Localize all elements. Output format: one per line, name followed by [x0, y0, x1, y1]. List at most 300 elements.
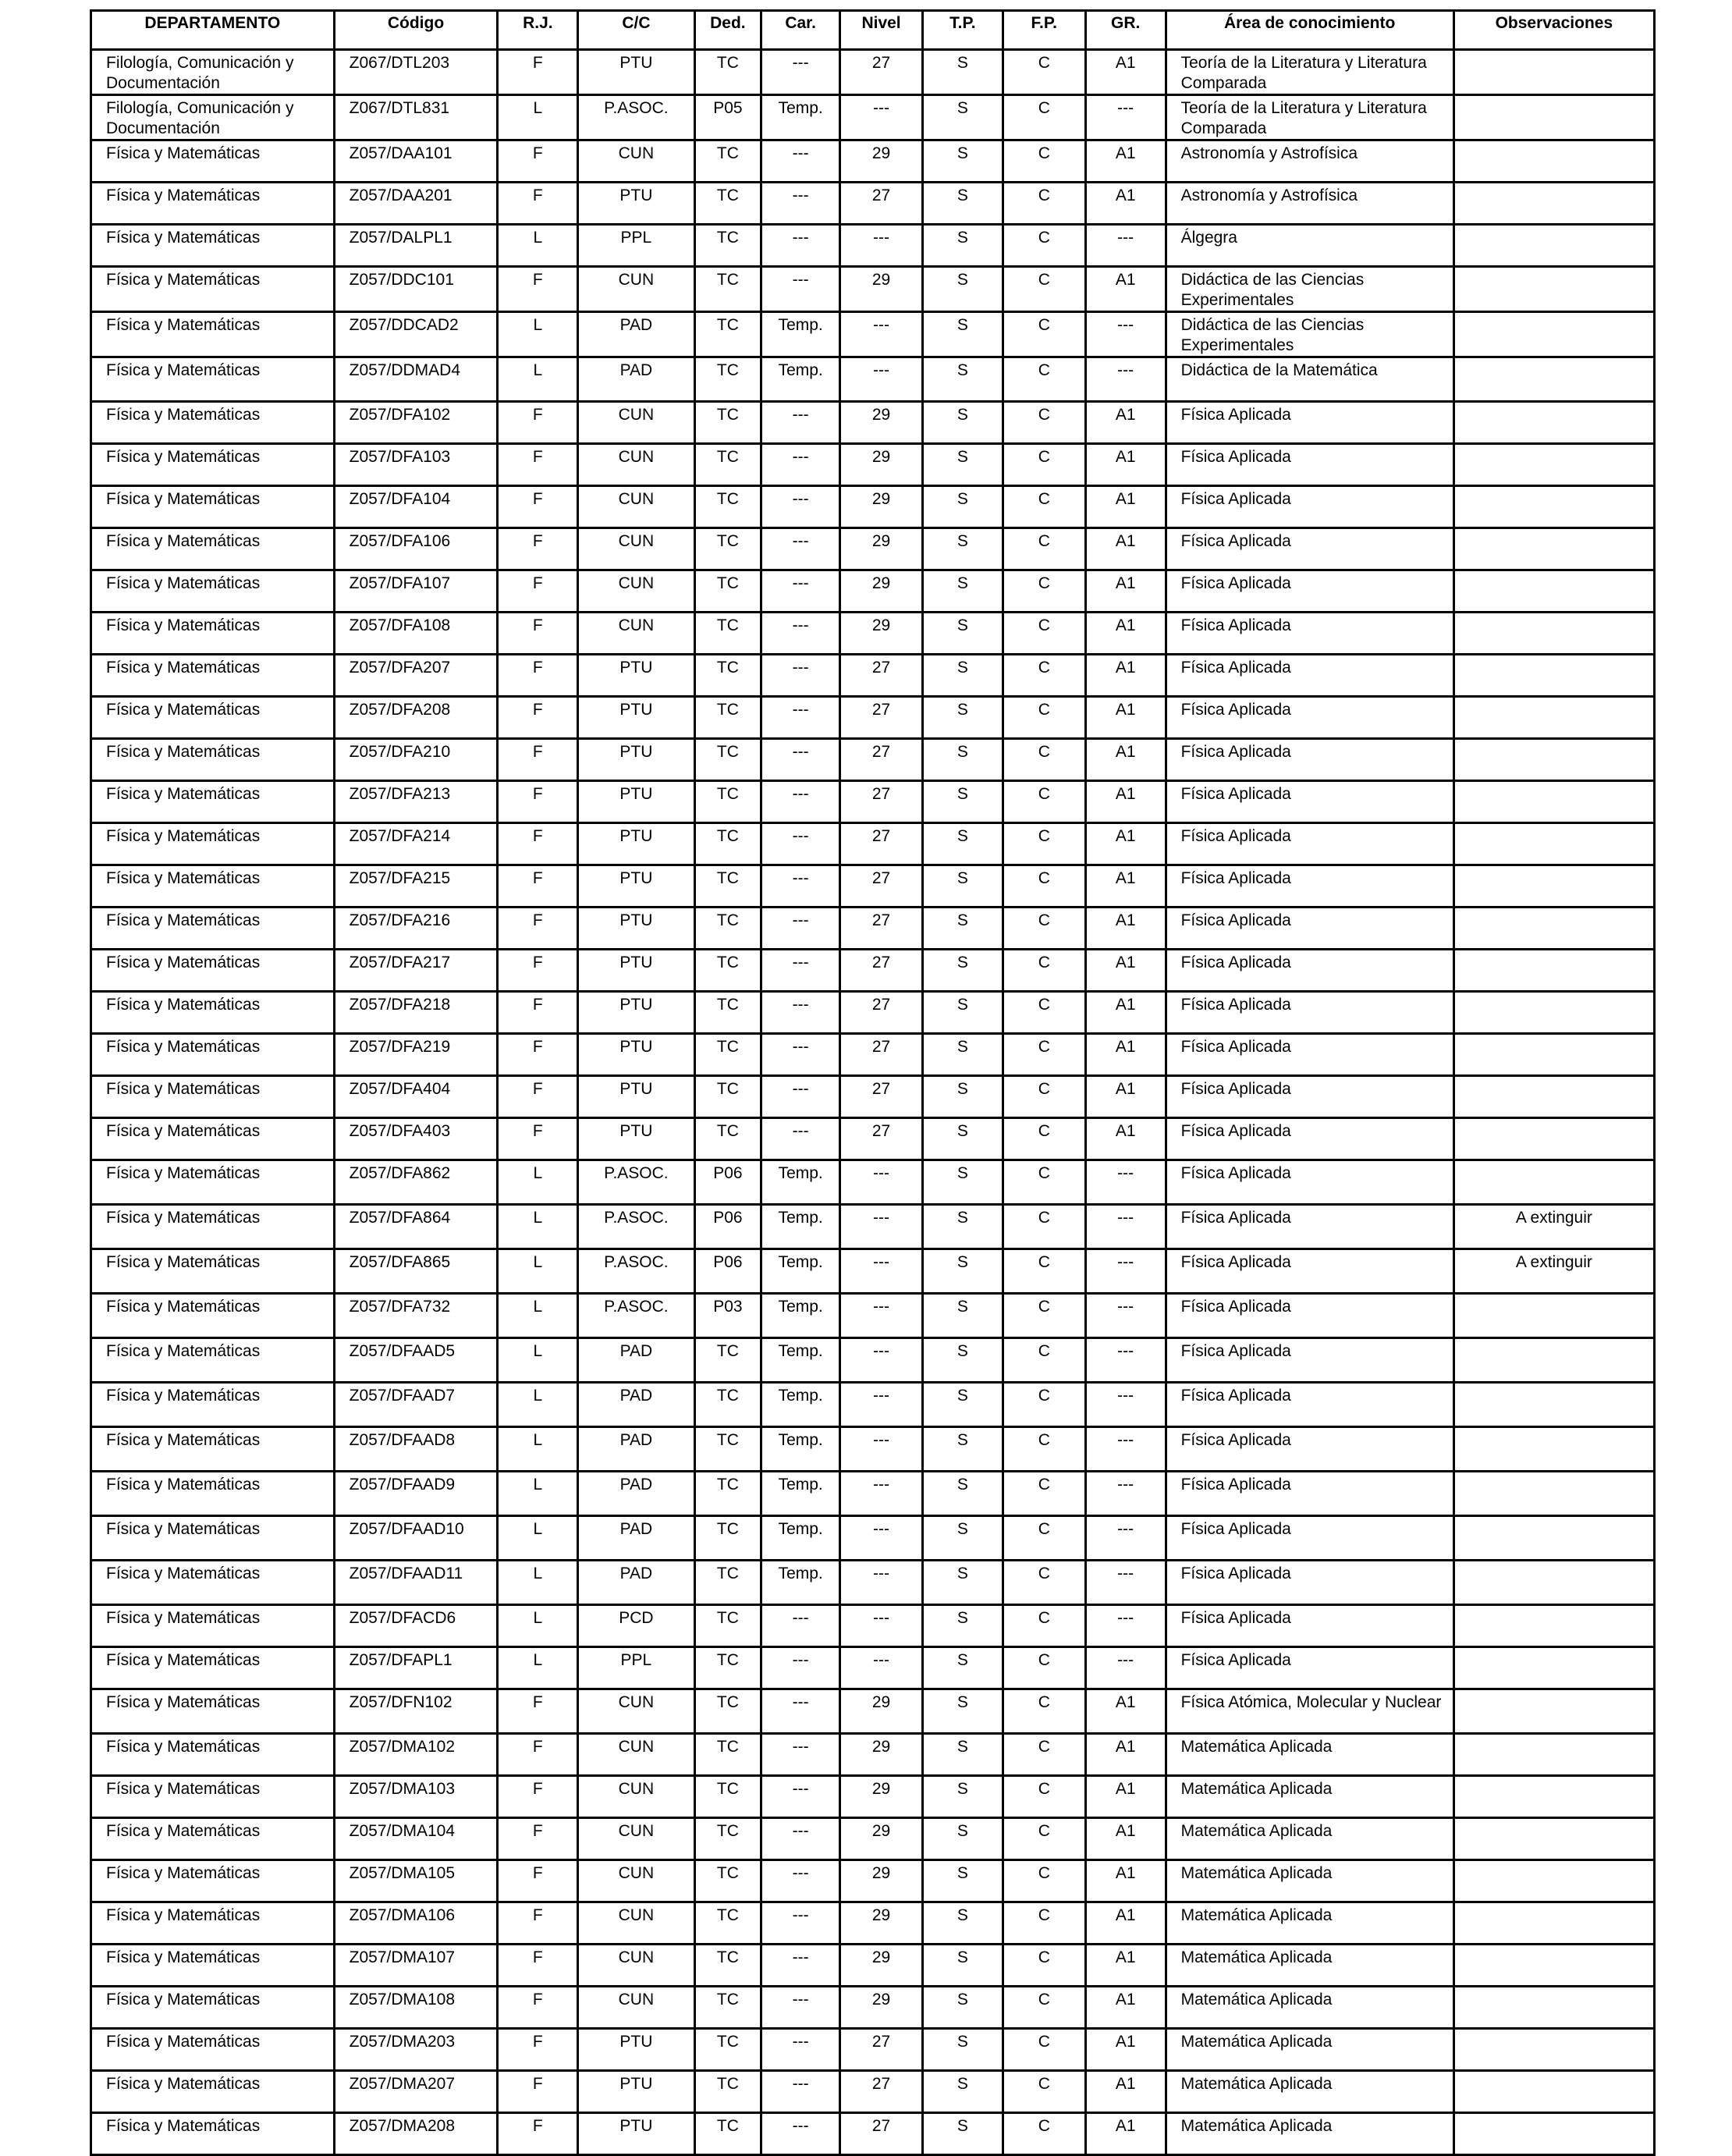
cell-area: Física Aplicada	[1166, 1118, 1453, 1160]
cell-nivel: 27	[840, 183, 923, 225]
cell-tp: S	[922, 95, 1003, 140]
cell-departamento: Física y Matemáticas	[91, 183, 335, 225]
cell-codigo: Z057/DFAAD7	[334, 1383, 498, 1427]
cell-nivel: 27	[840, 950, 923, 992]
table-row	[91, 865, 1655, 908]
table-row	[91, 1118, 1655, 1160]
cell-cc: PTU	[578, 2113, 694, 2155]
cell-departamento: Física y Matemáticas	[91, 486, 335, 528]
cell-gr: A1	[1085, 1860, 1166, 1902]
table-row	[91, 823, 1655, 865]
cell-rj: F	[498, 781, 578, 823]
cell-fp: C	[1003, 225, 1085, 267]
cell-gr: A1	[1085, 1034, 1166, 1076]
cell-ded: TC	[694, 357, 761, 402]
cell-car: Temp.	[761, 1561, 840, 1605]
cell-car: ---	[761, 1902, 840, 1945]
cell-nivel: 27	[840, 2029, 923, 2071]
cell-area: Física Aplicada	[1166, 570, 1453, 613]
cell-rj: F	[498, 2071, 578, 2113]
cell-tp: S	[922, 1987, 1003, 2029]
cell-tp: S	[922, 1776, 1003, 1818]
cell-fp: C	[1003, 2029, 1085, 2071]
cell-nivel: ---	[840, 357, 923, 402]
cell-rj: L	[498, 357, 578, 402]
cell-codigo: Z057/DFA106	[334, 528, 498, 570]
cell-cc: CUN	[578, 1945, 694, 1987]
cell-nivel: 27	[840, 2113, 923, 2155]
cell-area: Física Aplicada	[1166, 402, 1453, 444]
cell-car: Temp.	[761, 357, 840, 402]
cell-fp: C	[1003, 1427, 1085, 1472]
cell-tp: S	[922, 486, 1003, 528]
cell-tp: S	[922, 225, 1003, 267]
cell-area: Astronomía y Astrofísica	[1166, 140, 1453, 183]
cell-rj: F	[498, 183, 578, 225]
cell-observaciones	[1453, 823, 1654, 865]
cell-gr: A1	[1085, 1987, 1166, 2029]
cell-ded: TC	[694, 1076, 761, 1118]
header-departamento: DEPARTAMENTO	[91, 11, 335, 50]
cell-area: Teoría de la Literatura y Literatura Comparada	[1166, 50, 1453, 95]
cell-gr: ---	[1085, 95, 1166, 140]
table-row	[91, 444, 1655, 486]
cell-nivel: 29	[840, 402, 923, 444]
cell-observaciones	[1453, 1076, 1654, 1118]
cell-rj: L	[498, 1160, 578, 1205]
cell-area: Física Atómica, Molecular y Nuclear	[1166, 1689, 1453, 1734]
cell-car: ---	[761, 1647, 840, 1689]
cell-nivel: 27	[840, 865, 923, 908]
cell-gr: A1	[1085, 908, 1166, 950]
cell-fp: C	[1003, 2113, 1085, 2155]
cell-fp: C	[1003, 2071, 1085, 2113]
cell-car: ---	[761, 1605, 840, 1647]
table-row	[91, 50, 1655, 95]
table-row	[91, 1294, 1655, 1338]
cell-nivel: ---	[840, 1338, 923, 1383]
cell-nivel: 27	[840, 2071, 923, 2113]
cell-observaciones	[1453, 1987, 1654, 2029]
cell-area: Física Aplicada	[1166, 486, 1453, 528]
cell-ded: TC	[694, 50, 761, 95]
table-row	[91, 312, 1655, 357]
table-row	[91, 140, 1655, 183]
cell-cc: PTU	[578, 1118, 694, 1160]
cell-tp: S	[922, 1902, 1003, 1945]
cell-observaciones	[1453, 1383, 1654, 1427]
cell-departamento: Física y Matemáticas	[91, 2029, 335, 2071]
cell-observaciones	[1453, 950, 1654, 992]
cell-cc: PTU	[578, 655, 694, 697]
cell-tp: S	[922, 2113, 1003, 2155]
cell-codigo: Z057/DDCAD2	[334, 312, 498, 357]
cell-codigo: Z057/DMA104	[334, 1818, 498, 1860]
cell-observaciones	[1453, 50, 1654, 95]
cell-nivel: ---	[840, 225, 923, 267]
cell-fp: C	[1003, 1249, 1085, 1294]
cell-fp: C	[1003, 950, 1085, 992]
cell-rj: F	[498, 528, 578, 570]
cell-departamento: Física y Matemáticas	[91, 739, 335, 781]
cell-area: Física Aplicada	[1166, 1605, 1453, 1647]
cell-observaciones	[1453, 2029, 1654, 2071]
cell-codigo: Z057/DMA208	[334, 2113, 498, 2155]
cell-codigo: Z067/DTL831	[334, 95, 498, 140]
cell-fp: C	[1003, 1472, 1085, 1516]
cell-cc: PTU	[578, 2029, 694, 2071]
cell-gr: A1	[1085, 781, 1166, 823]
cell-rj: F	[498, 697, 578, 739]
cell-departamento: Física y Matemáticas	[91, 908, 335, 950]
cell-ded: P06	[694, 1160, 761, 1205]
cell-cc: P.ASOC.	[578, 95, 694, 140]
cell-rj: L	[498, 1338, 578, 1383]
cell-nivel: 29	[840, 267, 923, 312]
cell-ded: TC	[694, 486, 761, 528]
cell-ded: TC	[694, 140, 761, 183]
cell-rj: F	[498, 655, 578, 697]
cell-ded: TC	[694, 312, 761, 357]
cell-departamento: Física y Matemáticas	[91, 357, 335, 402]
cell-ded: TC	[694, 1987, 761, 2029]
cell-codigo: Z057/DFA207	[334, 655, 498, 697]
cell-ded: TC	[694, 1118, 761, 1160]
table-row	[91, 1160, 1655, 1205]
cell-nivel: 29	[840, 1818, 923, 1860]
cell-tp: S	[922, 781, 1003, 823]
cell-observaciones	[1453, 357, 1654, 402]
table-row	[91, 225, 1655, 267]
cell-car: ---	[761, 1945, 840, 1987]
cell-ded: TC	[694, 1902, 761, 1945]
cell-tp: S	[922, 1383, 1003, 1427]
cell-ded: TC	[694, 528, 761, 570]
cell-tp: S	[922, 1605, 1003, 1647]
cell-cc: PAD	[578, 1561, 694, 1605]
cell-codigo: Z057/DFN102	[334, 1689, 498, 1734]
cell-gr: ---	[1085, 1605, 1166, 1647]
cell-observaciones	[1453, 1647, 1654, 1689]
cell-codigo: Z057/DFA216	[334, 908, 498, 950]
cell-codigo: Z057/DFA210	[334, 739, 498, 781]
cell-cc: PAD	[578, 1338, 694, 1383]
cell-area: Física Aplicada	[1166, 865, 1453, 908]
cell-observaciones	[1453, 1034, 1654, 1076]
cell-car: ---	[761, 183, 840, 225]
cell-departamento: Física y Matemáticas	[91, 823, 335, 865]
table-row	[91, 1647, 1655, 1689]
cell-gr: A1	[1085, 1689, 1166, 1734]
cell-codigo: Z057/DFA208	[334, 697, 498, 739]
table-row	[91, 1383, 1655, 1427]
cell-departamento: Física y Matemáticas	[91, 140, 335, 183]
cell-gr: A1	[1085, 570, 1166, 613]
cell-codigo: Z057/DFA215	[334, 865, 498, 908]
cell-codigo: Z057/DFA217	[334, 950, 498, 992]
cell-ded: TC	[694, 1776, 761, 1818]
cell-fp: C	[1003, 697, 1085, 739]
cell-ded: P05	[694, 95, 761, 140]
cell-rj: F	[498, 1945, 578, 1987]
cell-ded: TC	[694, 1734, 761, 1776]
cell-fp: C	[1003, 613, 1085, 655]
cell-area: Física Aplicada	[1166, 1076, 1453, 1118]
cell-nivel: 27	[840, 1076, 923, 1118]
cell-gr: A1	[1085, 140, 1166, 183]
cell-fp: C	[1003, 1516, 1085, 1561]
cell-fp: C	[1003, 1818, 1085, 1860]
cell-gr: ---	[1085, 357, 1166, 402]
cell-departamento: Física y Matemáticas	[91, 1472, 335, 1516]
cell-ded: TC	[694, 1605, 761, 1647]
cell-ded: TC	[694, 1945, 761, 1987]
header-observaciones: Observaciones	[1453, 11, 1654, 50]
cell-fp: C	[1003, 1076, 1085, 1118]
cell-nivel: ---	[840, 1561, 923, 1605]
cell-cc: CUN	[578, 1689, 694, 1734]
cell-tp: S	[922, 1516, 1003, 1561]
cell-area: Física Aplicada	[1166, 1647, 1453, 1689]
cell-fp: C	[1003, 183, 1085, 225]
cell-area: Física Aplicada	[1166, 739, 1453, 781]
cell-rj: F	[498, 1076, 578, 1118]
cell-cc: CUN	[578, 1860, 694, 1902]
table-row	[91, 402, 1655, 444]
cell-car: ---	[761, 1689, 840, 1734]
cell-codigo: Z057/DFAPL1	[334, 1647, 498, 1689]
table-row	[91, 781, 1655, 823]
cell-ded: TC	[694, 2071, 761, 2113]
cell-departamento: Física y Matemáticas	[91, 528, 335, 570]
cell-fp: C	[1003, 486, 1085, 528]
cell-tp: S	[922, 1945, 1003, 1987]
cell-nivel: ---	[840, 1383, 923, 1427]
cell-area: Matemática Aplicada	[1166, 1945, 1453, 1987]
table-row	[91, 1516, 1655, 1561]
table-row	[91, 1945, 1655, 1987]
cell-departamento: Física y Matemáticas	[91, 1076, 335, 1118]
cell-departamento: Física y Matemáticas	[91, 1689, 335, 1734]
cell-area: Didáctica de las Ciencias Experimentales	[1166, 267, 1453, 312]
header-gr: GR.	[1085, 11, 1166, 50]
cell-cc: CUN	[578, 1734, 694, 1776]
cell-ded: TC	[694, 570, 761, 613]
cell-tp: S	[922, 739, 1003, 781]
cell-nivel: 27	[840, 1118, 923, 1160]
table-row	[91, 1338, 1655, 1383]
cell-tp: S	[922, 1647, 1003, 1689]
cell-fp: C	[1003, 739, 1085, 781]
cell-gr: A1	[1085, 50, 1166, 95]
cell-nivel: ---	[840, 1472, 923, 1516]
cell-departamento: Física y Matemáticas	[91, 2071, 335, 2113]
cell-departamento: Física y Matemáticas	[91, 1605, 335, 1647]
cell-tp: S	[922, 1734, 1003, 1776]
cell-departamento: Física y Matemáticas	[91, 1427, 335, 1472]
cell-nivel: ---	[840, 1647, 923, 1689]
cell-observaciones	[1453, 655, 1654, 697]
table-row	[91, 908, 1655, 950]
cell-observaciones	[1453, 781, 1654, 823]
header-nivel: Nivel	[840, 11, 923, 50]
cell-departamento: Física y Matemáticas	[91, 402, 335, 444]
cell-cc: PAD	[578, 1427, 694, 1472]
cell-nivel: 29	[840, 486, 923, 528]
cell-car: Temp.	[761, 1427, 840, 1472]
cell-departamento: Física y Matemáticas	[91, 865, 335, 908]
cell-gr: ---	[1085, 1294, 1166, 1338]
cell-observaciones	[1453, 1902, 1654, 1945]
cell-nivel: 27	[840, 50, 923, 95]
cell-departamento: Física y Matemáticas	[91, 1118, 335, 1160]
cell-area: Física Aplicada	[1166, 655, 1453, 697]
cell-rj: F	[498, 908, 578, 950]
cell-fp: C	[1003, 1987, 1085, 2029]
cell-car: Temp.	[761, 312, 840, 357]
cell-codigo: Z057/DFA104	[334, 486, 498, 528]
cell-tp: S	[922, 1076, 1003, 1118]
cell-area: Matemática Aplicada	[1166, 1902, 1453, 1945]
cell-codigo: Z057/DFAAD9	[334, 1472, 498, 1516]
cell-codigo: Z057/DFAAD5	[334, 1338, 498, 1383]
cell-observaciones	[1453, 183, 1654, 225]
cell-observaciones	[1453, 1561, 1654, 1605]
cell-observaciones	[1453, 1427, 1654, 1472]
cell-car: Temp.	[761, 1338, 840, 1383]
cell-gr: ---	[1085, 1338, 1166, 1383]
cell-departamento: Física y Matemáticas	[91, 1205, 335, 1249]
cell-car: ---	[761, 1118, 840, 1160]
table-row	[91, 2071, 1655, 2113]
cell-codigo: Z057/DFA218	[334, 992, 498, 1034]
cell-departamento: Física y Matemáticas	[91, 267, 335, 312]
cell-tp: S	[922, 267, 1003, 312]
cell-fp: C	[1003, 1294, 1085, 1338]
table-row	[91, 1427, 1655, 1472]
cell-observaciones	[1453, 1689, 1654, 1734]
cell-tp: S	[922, 697, 1003, 739]
table-row	[91, 183, 1655, 225]
cell-fp: C	[1003, 444, 1085, 486]
cell-gr: A1	[1085, 1734, 1166, 1776]
cell-departamento: Física y Matemáticas	[91, 1160, 335, 1205]
cell-codigo: Z057/DFA219	[334, 1034, 498, 1076]
table-row	[91, 1860, 1655, 1902]
cell-rj: F	[498, 1987, 578, 2029]
cell-rj: F	[498, 1818, 578, 1860]
cell-fp: C	[1003, 992, 1085, 1034]
cell-car: ---	[761, 2113, 840, 2155]
cell-departamento: Física y Matemáticas	[91, 1561, 335, 1605]
cell-codigo: Z057/DFA865	[334, 1249, 498, 1294]
cell-fp: C	[1003, 50, 1085, 95]
cell-nivel: 29	[840, 1987, 923, 2029]
cell-fp: C	[1003, 1605, 1085, 1647]
cell-nivel: 29	[840, 570, 923, 613]
cell-codigo: Z057/DFA404	[334, 1076, 498, 1118]
cell-rj: L	[498, 1647, 578, 1689]
cell-ded: TC	[694, 2113, 761, 2155]
cell-area: Física Aplicada	[1166, 1561, 1453, 1605]
cell-nivel: 29	[840, 1689, 923, 1734]
cell-cc: PTU	[578, 908, 694, 950]
cell-departamento: Física y Matemáticas	[91, 655, 335, 697]
cell-observaciones	[1453, 1776, 1654, 1818]
cell-rj: L	[498, 312, 578, 357]
cell-ded: P06	[694, 1205, 761, 1249]
cell-rj: L	[498, 1472, 578, 1516]
cell-car: Temp.	[761, 1160, 840, 1205]
cell-rj: F	[498, 267, 578, 312]
cell-car: ---	[761, 570, 840, 613]
cell-gr: A1	[1085, 183, 1166, 225]
cell-departamento: Física y Matemáticas	[91, 950, 335, 992]
cell-codigo: Z057/DMA108	[334, 1987, 498, 2029]
cell-rj: F	[498, 739, 578, 781]
cell-gr: ---	[1085, 312, 1166, 357]
cell-ded: TC	[694, 183, 761, 225]
cell-nivel: 29	[840, 1860, 923, 1902]
cell-gr: ---	[1085, 1561, 1166, 1605]
cell-rj: F	[498, 950, 578, 992]
cell-codigo: Z057/DFA102	[334, 402, 498, 444]
cell-rj: F	[498, 823, 578, 865]
cell-departamento: Física y Matemáticas	[91, 225, 335, 267]
cell-rj: F	[498, 613, 578, 655]
cell-codigo: Z057/DMA105	[334, 1860, 498, 1902]
cell-car: ---	[761, 655, 840, 697]
cell-tp: S	[922, 2029, 1003, 2071]
cell-codigo: Z057/DFACD6	[334, 1605, 498, 1647]
table-row	[91, 1902, 1655, 1945]
cell-observaciones	[1453, 1160, 1654, 1205]
cell-ded: TC	[694, 781, 761, 823]
cell-area: Matemática Aplicada	[1166, 1860, 1453, 1902]
cell-rj: L	[498, 1294, 578, 1338]
cell-gr: ---	[1085, 1427, 1166, 1472]
table-row	[91, 1776, 1655, 1818]
cell-gr: A1	[1085, 992, 1166, 1034]
cell-ded: TC	[694, 1472, 761, 1516]
cell-nivel: ---	[840, 1160, 923, 1205]
cell-ded: TC	[694, 908, 761, 950]
cell-observaciones	[1453, 570, 1654, 613]
cell-cc: CUN	[578, 570, 694, 613]
table-row	[91, 1818, 1655, 1860]
cell-car: ---	[761, 823, 840, 865]
cell-fp: C	[1003, 1945, 1085, 1987]
cell-cc: P.ASOC.	[578, 1294, 694, 1338]
cell-tp: S	[922, 1118, 1003, 1160]
cell-tp: S	[922, 1472, 1003, 1516]
cell-ded: P06	[694, 1249, 761, 1294]
cell-codigo: Z057/DFAAD10	[334, 1516, 498, 1561]
cell-fp: C	[1003, 1902, 1085, 1945]
table-row	[91, 739, 1655, 781]
table-row	[91, 655, 1655, 697]
cell-cc: CUN	[578, 1818, 694, 1860]
cell-area: Física Aplicada	[1166, 528, 1453, 570]
cell-area: Didáctica de las Ciencias Experimentales	[1166, 312, 1453, 357]
cell-tp: S	[922, 908, 1003, 950]
cell-ded: TC	[694, 1818, 761, 1860]
cell-ded: TC	[694, 1860, 761, 1902]
cell-ded: TC	[694, 1516, 761, 1561]
table-row	[91, 486, 1655, 528]
cell-area: Física Aplicada	[1166, 1205, 1453, 1249]
cell-cc: PTU	[578, 992, 694, 1034]
